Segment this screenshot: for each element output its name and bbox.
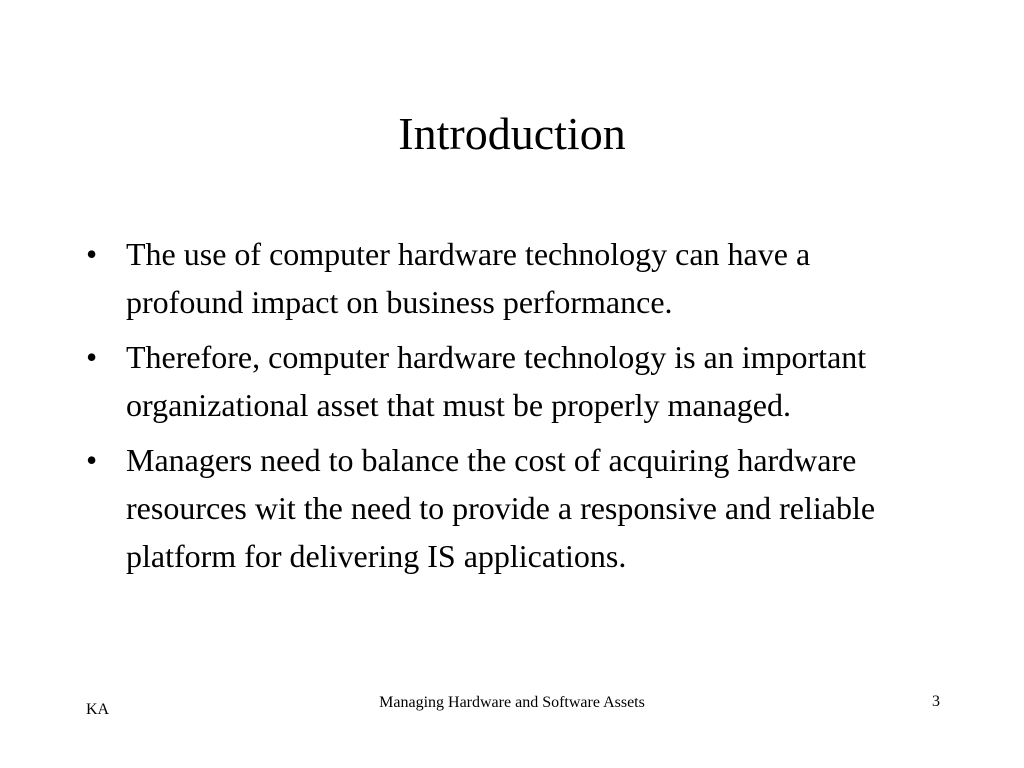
bullet-icon: • — [86, 442, 98, 478]
bullet-icon: • — [86, 236, 98, 272]
slide-number: 3 — [932, 693, 940, 710]
bullet-item — [0, 333, 1024, 429]
footer-author: KA — [86, 701, 110, 718]
bullet-list — [0, 230, 1024, 587]
bullet-icon: • — [86, 339, 98, 375]
footer-title: Managing Hardware and Software Assets — [379, 694, 645, 711]
bullet-text: Therefore, computer hardware technology is an important organizational asset that must be properly managed. — [126, 339, 867, 423]
bullet-item — [0, 230, 1024, 326]
bullet-text: The use of computer hardware technology can have a profound impact on business performance. — [126, 236, 811, 320]
bullet-text: Managers need to balance the cost of acquiring hardware resources wit the need to provide a responsive and reliable platform for delivering IS applications. — [126, 442, 876, 574]
bullet-item — [0, 436, 1024, 580]
slide-title: Introduction — [398, 108, 626, 159]
